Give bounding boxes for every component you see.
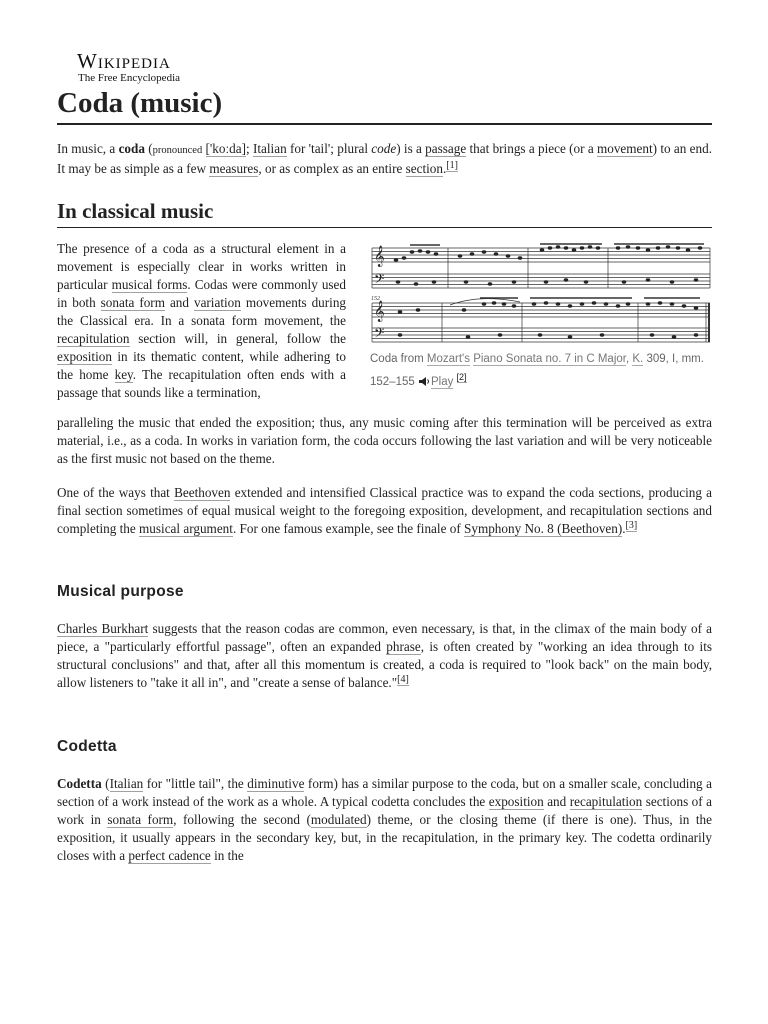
reference-1[interactable]: [1] bbox=[446, 159, 458, 171]
intro-paragraph: In music, a coda (pronounced ['koːda]; Italian for 'tail'; plural code) is a passage that brings a piece (or a movement) to an end. It may be as simple as a few measures, or as complex as an entire section.[1] bbox=[57, 141, 713, 176]
link-italian[interactable]: Italian bbox=[252, 141, 287, 156]
play-link[interactable]: Play bbox=[430, 375, 454, 388]
term-coda: coda bbox=[118, 141, 145, 156]
figure-caption: Coda from Mozart's Piano Sonata no. 7 in C Major, K. 309, I, mm. 152–155 Play [2] bbox=[370, 353, 704, 388]
link-sonata-form[interactable]: sonata form bbox=[100, 295, 165, 310]
reference-3[interactable]: [3] bbox=[625, 519, 638, 531]
score-image[interactable] bbox=[370, 242, 712, 348]
link-movement[interactable]: movement bbox=[596, 141, 653, 156]
wikipedia-logo[interactable] bbox=[77, 50, 180, 84]
measure-number: 152 bbox=[371, 296, 380, 302]
heading-codetta: Codetta bbox=[57, 738, 117, 755]
link-piano-sonata-7[interactable]: Piano Sonata no. 7 in C Major bbox=[473, 353, 626, 365]
speaker-icon[interactable] bbox=[418, 376, 431, 387]
link-recapitulation-2[interactable]: recapitulation bbox=[569, 794, 643, 809]
heading-musical-purpose: Musical purpose bbox=[57, 583, 184, 600]
link-passage[interactable]: passage bbox=[425, 141, 467, 156]
page-title: Coda (music) bbox=[57, 84, 712, 125]
svg-text:𝄢: 𝄢 bbox=[374, 325, 385, 344]
link-k[interactable]: K. bbox=[632, 353, 644, 365]
reference-4[interactable]: [4] bbox=[397, 673, 409, 685]
link-symphony-8[interactable]: Symphony No. 8 (Beethoven) bbox=[464, 521, 623, 536]
svg-text:𝄢: 𝄢 bbox=[374, 271, 385, 290]
link-ipa[interactable]: ['koːda] bbox=[205, 141, 246, 156]
link-section[interactable]: section bbox=[405, 161, 443, 176]
beethoven-paragraph: One of the ways that Beethoven extended and intensified Classical practice was to expand the coda sections, producing a final section sometimes of equal musical weight to the foregoing exposition, development, and recapitulation sections and completing the musical argument. For one famous example, see the finale of Symphony No. 8 (Beethoven).[3] bbox=[57, 485, 712, 536]
classical-paragraph-wrap: The presence of a coda as a structural element in a movement is especially clear in works written in particular musical forms. Codas were commonly used in both sonata form and variation movements during the Classical era. In a sonata form movement, the recapitulation section will, in general, follow the exposition in its thematic content, while adhering to the home key. The recapitulation often ends with a passage that sounds like a termination, bbox=[57, 241, 347, 400]
link-key[interactable]: key bbox=[114, 367, 133, 382]
link-italian-2[interactable]: Italian bbox=[109, 776, 144, 791]
codetta-paragraph: Codetta (Italian for "little tail", the diminutive form) has a similar purpose to the coda, but on a smaller scale, concluding a section of a work instead of the work as a whole. A typical codetta concludes the exposition and recapitulation sections of a work in sonata form, following the second (modulated) theme, or the closing theme (if there is one). Thus, in the exposition, it usually appears in the secondary key, but, in the recapitulation, in the primary key. The codetta ordinarily closes with a perfect cadence in the bbox=[57, 776, 712, 863]
link-perfect-cadence[interactable]: perfect cadence bbox=[128, 848, 211, 863]
link-recapitulation[interactable]: recapitulation bbox=[57, 331, 130, 346]
link-sonata-form-2[interactable]: sonata form bbox=[107, 812, 174, 827]
link-diminutive[interactable]: diminutive bbox=[247, 776, 305, 791]
logo-tagline: The Free Encyclopedia bbox=[78, 72, 181, 84]
score-figure bbox=[370, 242, 714, 392]
link-exposition[interactable]: exposition bbox=[57, 349, 112, 364]
purpose-paragraph: Charles Burkhart suggests that the reason codas are common, even necessary, is that, in the climax of the main body of a piece, a "particularly effortful passage", often an expanded phrase, is often created by "working an idea through to its structural conclusions" and that, after all this momentum is created, a coda is required to "look back" on the main body, allow listeners to "take it all in", and "create a sense of balance."[4] bbox=[57, 621, 712, 690]
link-exposition-2[interactable]: exposition bbox=[488, 794, 544, 809]
link-musical-forms[interactable]: musical forms bbox=[111, 277, 188, 292]
logo-wordmark: Wikipedia bbox=[77, 49, 171, 73]
link-measures[interactable]: measures bbox=[209, 161, 259, 176]
svg-text:𝄞: 𝄞 bbox=[374, 301, 385, 322]
link-variation[interactable]: variation bbox=[193, 295, 241, 310]
link-phrase[interactable]: phrase bbox=[386, 639, 421, 654]
link-modulated[interactable]: modulated bbox=[310, 812, 367, 827]
classical-paragraph-rest: paralleling the music that ended the exposition; thus, any music coming after this termination will be perceived as extra material, i.e., as a coda. In works in variation form, the coda occurs following the last variation and will be very noticeable as the first music not based on the theme. bbox=[57, 415, 712, 466]
link-mozart[interactable]: Mozart's bbox=[426, 353, 470, 365]
link-charles-burkhart[interactable]: Charles Burkhart bbox=[57, 621, 149, 636]
link-beethoven[interactable]: Beethoven bbox=[174, 485, 231, 500]
link-musical-argument[interactable]: musical argument bbox=[139, 521, 233, 536]
term-codetta: Codetta bbox=[57, 776, 102, 791]
reference-2[interactable]: [2] bbox=[456, 372, 467, 382]
heading-in-classical-music: In classical music bbox=[57, 197, 712, 228]
svg-text:𝄞: 𝄞 bbox=[374, 246, 385, 267]
